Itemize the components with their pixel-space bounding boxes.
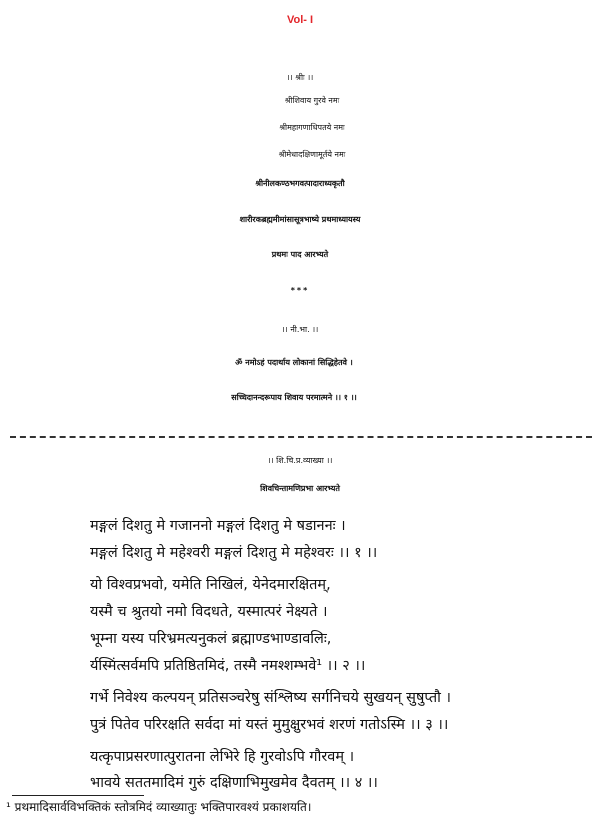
- commentary-label: ।। शि.चि.प्र.व्याख्या ।।: [267, 456, 333, 465]
- mula-verse-line-1: ॐ नमोऽहं पदार्थाय लोकानां सिद्धिहेतवे ।: [235, 358, 353, 367]
- commentary-heading: शिवचिन्तामणिप्रभा आरभ्यते: [260, 484, 340, 493]
- verse-line: र्यस्मिंत्सर्वमपि प्रतिष्ठितमिदं, तस्मै नमश्शम्भवे¹ ।। २ ।।: [90, 658, 366, 674]
- footnote-rule: [12, 795, 144, 796]
- verse-line: मङ्गलं दिशतु मे महेश्वरी मङ्गलं दिशतु मे महेश्वरः ।। १ ।।: [90, 545, 378, 561]
- invocation-line-2: श्रीमहागणाधिपतये नमः: [279, 123, 345, 132]
- section-divider: [10, 436, 592, 438]
- title-line-2: शारीरकब्रह्ममीमांसासूत्रभाष्ये प्रथमाध्यायस्य: [239, 215, 361, 224]
- verse-line: भावये सततमादिमं गुरुं दक्षिणाभिमुखमेव दैवतम् ।। ४ ।।: [90, 775, 378, 791]
- verse-line: भूम्ना यस्य परिभ्रमत्यनुकलं ब्रह्माण्डभाण्डावलिः,: [90, 631, 332, 647]
- invocation-line-3: श्रीमेधादक्षिणामूर्तये नमः: [278, 150, 346, 159]
- verse-line: पुत्रं पितेव परिरक्षति सर्वदा मां यस्तं मुमुक्षुरभवं शरणं गतोऽस्मि ।। ३ ।।: [90, 717, 449, 733]
- verse-line: यस्मै च श्रुतयो नमो विदधते, यस्मात्परं नेक्ष्यते ।: [90, 604, 328, 620]
- mula-label: ।। नी.भा. ।।: [281, 325, 319, 334]
- verse-line: मङ्गलं दिशतु मे गजाननो मङ्गलं दिशतु मे षडाननः ।: [90, 518, 346, 534]
- title-line-1: श्रीनीलकण्ठभगवत्पादाराध्यकृतौ: [255, 179, 345, 188]
- verse-line: यो विश्वप्रभवो, यमेति निखिलं, येनेदमारक्षितम्,: [90, 577, 331, 593]
- shri-invocation: ।। श्रीः ।।: [286, 73, 314, 82]
- verse-line: यत्कृपाप्रसरणात्पुरातना लेभिरे हि गुरवोऽपि गौरवम् ।: [90, 749, 355, 765]
- footnote: ¹ प्रथमादिसार्वविभक्तिकं स्तोत्रमिदं व्याख्यातुः भक्तिपारवश्यं प्रकाशयति।: [6, 800, 312, 814]
- invocation-line-1: श्रीशिवाय गुरवे नमः: [284, 96, 340, 105]
- volume-label: Vol- I: [286, 14, 314, 26]
- section-stars: ***: [290, 286, 310, 295]
- verse-line: गर्भे निवेश्य कल्पयन् प्रतिसञ्चरेषु संश्लिष्य सर्गनिचये सुखयन् सुषुप्तौ ।: [90, 690, 451, 706]
- mula-verse-line-2: सच्चिदानन्दरूपाय शिवाय परमात्मने ।। १ ।।: [231, 393, 357, 402]
- title-line-3: प्रथमः पाद आरभ्यते: [271, 250, 329, 259]
